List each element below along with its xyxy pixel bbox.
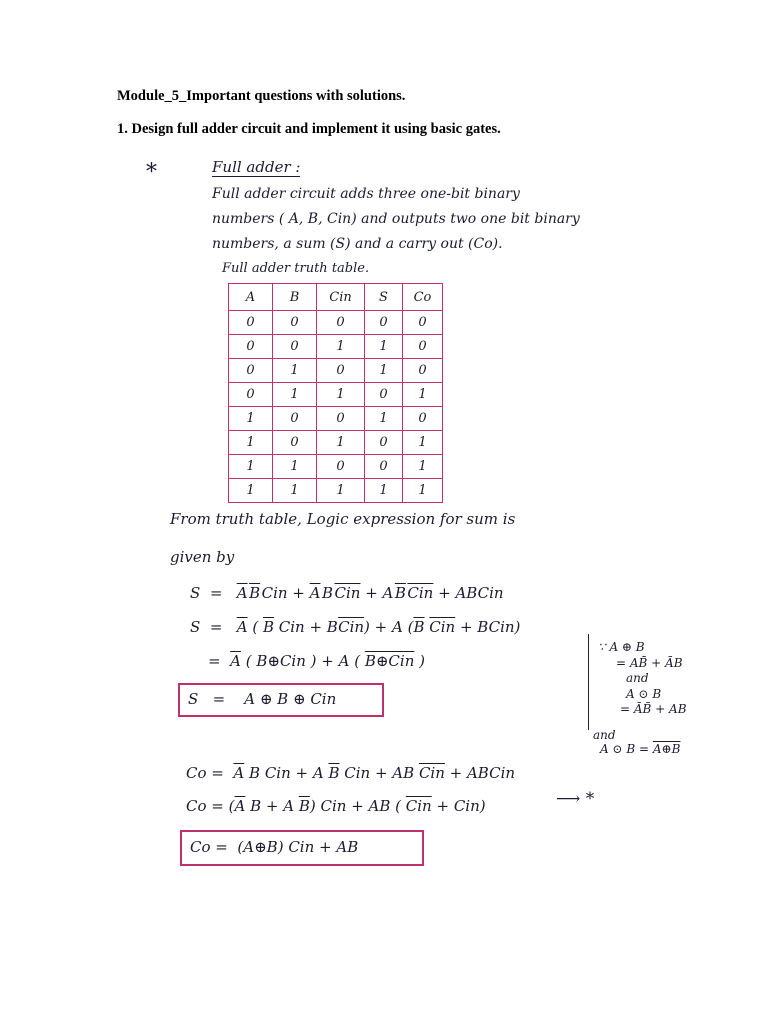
truth-table-cell: 1 [365, 359, 403, 383]
side-note-5: = ĀB̄ + AB [620, 702, 687, 716]
truth-table-cell: 1 [365, 479, 403, 503]
truth-table-header: Co [403, 284, 443, 311]
carry-eq-1: $Co = \overline{A}$ B Cin + A $\overline{B}$ Cin + AB $\overline{Cin}$ + ABCin [186, 764, 516, 782]
truth-table [228, 283, 443, 503]
sum-label: S [188, 690, 199, 708]
truth-table-row [229, 359, 443, 383]
side-note-2: = AB̄ + ĀB [616, 656, 683, 670]
truth-table-cell: 1 [273, 479, 317, 503]
truth-table-cell: 0 [317, 455, 365, 479]
truth-table-cell: 0 [229, 383, 273, 407]
truth-table-row [229, 407, 443, 431]
logic-expression-text-2: given by [170, 548, 235, 566]
truth-table-header-row [229, 284, 443, 311]
truth-table-row [229, 431, 443, 455]
truth-table-cell: 0 [317, 311, 365, 335]
side-note-1: ∵ A ⊕ B [598, 640, 645, 654]
sum-eq-3: = $\overline{A}$ ( B⊕Cin ) + A ( B⊕Cin ) [208, 652, 425, 670]
truth-table-header: B [273, 284, 317, 311]
truth-table-row [229, 335, 443, 359]
carry-label: Co [186, 764, 207, 782]
sum-result [188, 690, 336, 708]
sum-eq-2: S = $\overline{A}$ ( $\overline{B}$ Cin + $B\overline{Cin}) + A$ ($\overline{B}$ $\overline{Cin}$ + BCin) [190, 618, 521, 636]
truth-table-cell: 0 [229, 311, 273, 335]
truth-table-cell: 1 [403, 455, 443, 479]
sum-term: $\overline{A}$ B $\overline{Cin}$ [309, 584, 361, 602]
sum-term: $\overline{A}$ $\overline{B}$ Cin [236, 584, 288, 602]
notes-title: Full adder : [212, 158, 301, 176]
truth-table-header: A [229, 284, 273, 311]
truth-table-row [229, 455, 443, 479]
sum-term: ABCin [455, 584, 504, 602]
truth-table-cell: 1 [317, 431, 365, 455]
truth-table-cell: 0 [365, 455, 403, 479]
carry-label: Co [186, 797, 207, 815]
truth-table-cell: 1 [365, 335, 403, 359]
equals-sign: = [215, 838, 228, 856]
star-mark: * [146, 160, 157, 185]
truth-table-cell: 1 [273, 455, 317, 479]
truth-table-cell: 1 [317, 479, 365, 503]
carry-eq-2: $Co = (\overline{A}$ B + A $\overline{B}$) Cin + AB ( $\overline{Cin} + Cin$) [186, 797, 486, 815]
equals-sign: = [208, 652, 221, 670]
truth-table-cell: 0 [403, 407, 443, 431]
sum-label: S [190, 618, 201, 636]
truth-table-cell: 0 [317, 407, 365, 431]
equals-sign: = [212, 690, 226, 708]
truth-table-row [229, 383, 443, 407]
truth-table-row [229, 311, 443, 335]
truth-table-cell: 1 [229, 407, 273, 431]
equals-sign: = [211, 764, 224, 782]
equals-sign: = [209, 618, 223, 636]
truth-table-cell: 1 [229, 455, 273, 479]
definition-line-2: numbers ( A, B, Cin) and outputs two one bit binary [212, 211, 580, 227]
truth-table-cell: 0 [229, 359, 273, 383]
sum-eq-1: S = $\overline{A}$ $\overline{B}$ Cin + $\overline{A}$ B $\overline{Cin} + A$ $\overline{B}$ $\overline{Cin}$ + ABCin [190, 584, 504, 602]
truth-table-body [229, 311, 443, 503]
truth-table-cell: 1 [403, 383, 443, 407]
truth-table-cell: 1 [273, 359, 317, 383]
arrow-star-mark: ⟶ * [556, 789, 595, 809]
side-note-7: A ⊙ B = A⊕B [600, 742, 681, 756]
truth-table-cell: 0 [365, 383, 403, 407]
sum-term: A $\overline{B}$ $\overline{Cin}$ [382, 584, 434, 602]
equals-sign: = [209, 584, 223, 602]
sum-label: S [190, 584, 201, 602]
truth-table-title: Full adder truth table. [222, 261, 370, 276]
truth-table-cell: 1 [317, 335, 365, 359]
question-text: 1. Design full adder circuit and implement it using basic gates. [117, 121, 501, 137]
truth-table-cell: 0 [229, 335, 273, 359]
side-note-6: and [593, 728, 616, 742]
truth-table-cell: 0 [273, 311, 317, 335]
truth-table-cell: 1 [403, 479, 443, 503]
carry-result [190, 838, 358, 856]
truth-table-cell: 1 [403, 431, 443, 455]
definition-line-3: numbers, a sum (S) and a carry out (Co). [212, 236, 503, 252]
definition-line-1: Full adder circuit adds three one-bit binary [212, 186, 520, 202]
equals-sign: = [211, 797, 224, 815]
truth-table-cell: 0 [403, 335, 443, 359]
truth-table-cell: 1 [365, 407, 403, 431]
carry-label: Co [190, 838, 211, 856]
side-note-4: A ⊙ B [626, 687, 662, 701]
truth-table-header: Cin [317, 284, 365, 311]
truth-table-cell: 1 [273, 383, 317, 407]
truth-table-header: S [365, 284, 403, 311]
carry-final-part-2: + AB [319, 838, 359, 856]
document-heading: Module_5_Important questions with solutions. [117, 88, 406, 104]
truth-table-row [229, 479, 443, 503]
truth-table-cell: 0 [273, 335, 317, 359]
carry-final-part-1: (A⊕B) Cin [237, 838, 315, 856]
truth-table-cell: 1 [229, 479, 273, 503]
truth-table-cell: 0 [403, 311, 443, 335]
truth-table-cell: 0 [403, 359, 443, 383]
truth-table-cell: 0 [273, 431, 317, 455]
sum-final-expression: A ⊕ B ⊕ Cin [244, 690, 337, 708]
truth-table-cell: 0 [317, 359, 365, 383]
truth-table-cell: 0 [365, 311, 403, 335]
truth-table-cell: 0 [365, 431, 403, 455]
truth-table-cell: 1 [317, 383, 365, 407]
truth-table-cell: 1 [229, 431, 273, 455]
logic-expression-text: From truth table, Logic expression for sum is [170, 510, 516, 528]
side-note-3: and [626, 671, 649, 685]
side-divider [588, 634, 589, 730]
truth-table-cell: 0 [273, 407, 317, 431]
